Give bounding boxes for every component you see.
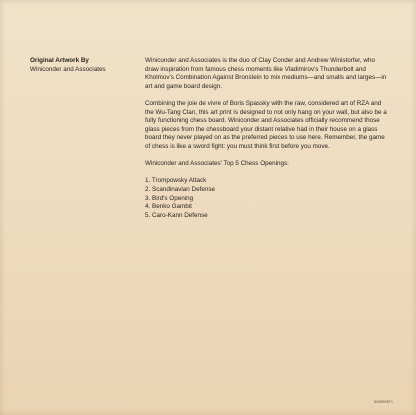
intro-paragraph: Winiconder and Associates is the duo of Clay Conder and Andrew Winistorfer, who draw inspiration from famous chess moments like Vladimirov's Thunderbolt and Kholmov's Combination Against Bronstein to mix mediums—and smalls and larges—in art and game board design.	[145, 57, 387, 90]
list-item: 1. Trompowsky Attack	[145, 177, 207, 185]
description-block	[145, 57, 390, 220]
credit-name: Winiconder and Associates	[30, 65, 106, 73]
catalog-number: NUOBR0NT1	[374, 401, 393, 405]
credit-block	[30, 57, 140, 74]
openings-heading: Winiconder and Associates' Top 5 Chess Openings:	[145, 160, 289, 168]
description-paragraph: Combining the joie de vivre of Boris Spassky with the raw, considered art of RZA and the Wu-Tang Clan, this art print is designed to not only hang on your wall, but also be a fully functioning chess board. Winiconder and Associates officially recommend those glass pieces from the chessboard your distant relative had in their house on a glass board they never played on as the preferred pieces to use here. Remember, the game of chess is like a sword fight: you must think first before you move.	[145, 99, 387, 150]
openings-list	[145, 177, 390, 220]
list-item: 2. Scandinavian Defense	[145, 185, 216, 193]
list-item: 3. Bird's Opening	[145, 194, 194, 202]
list-item: 4. Benko Gambit	[145, 203, 192, 211]
credit-heading: Original Artwork By	[30, 57, 89, 64]
list-item: 5. Caro-Kann Defense	[145, 211, 208, 219]
